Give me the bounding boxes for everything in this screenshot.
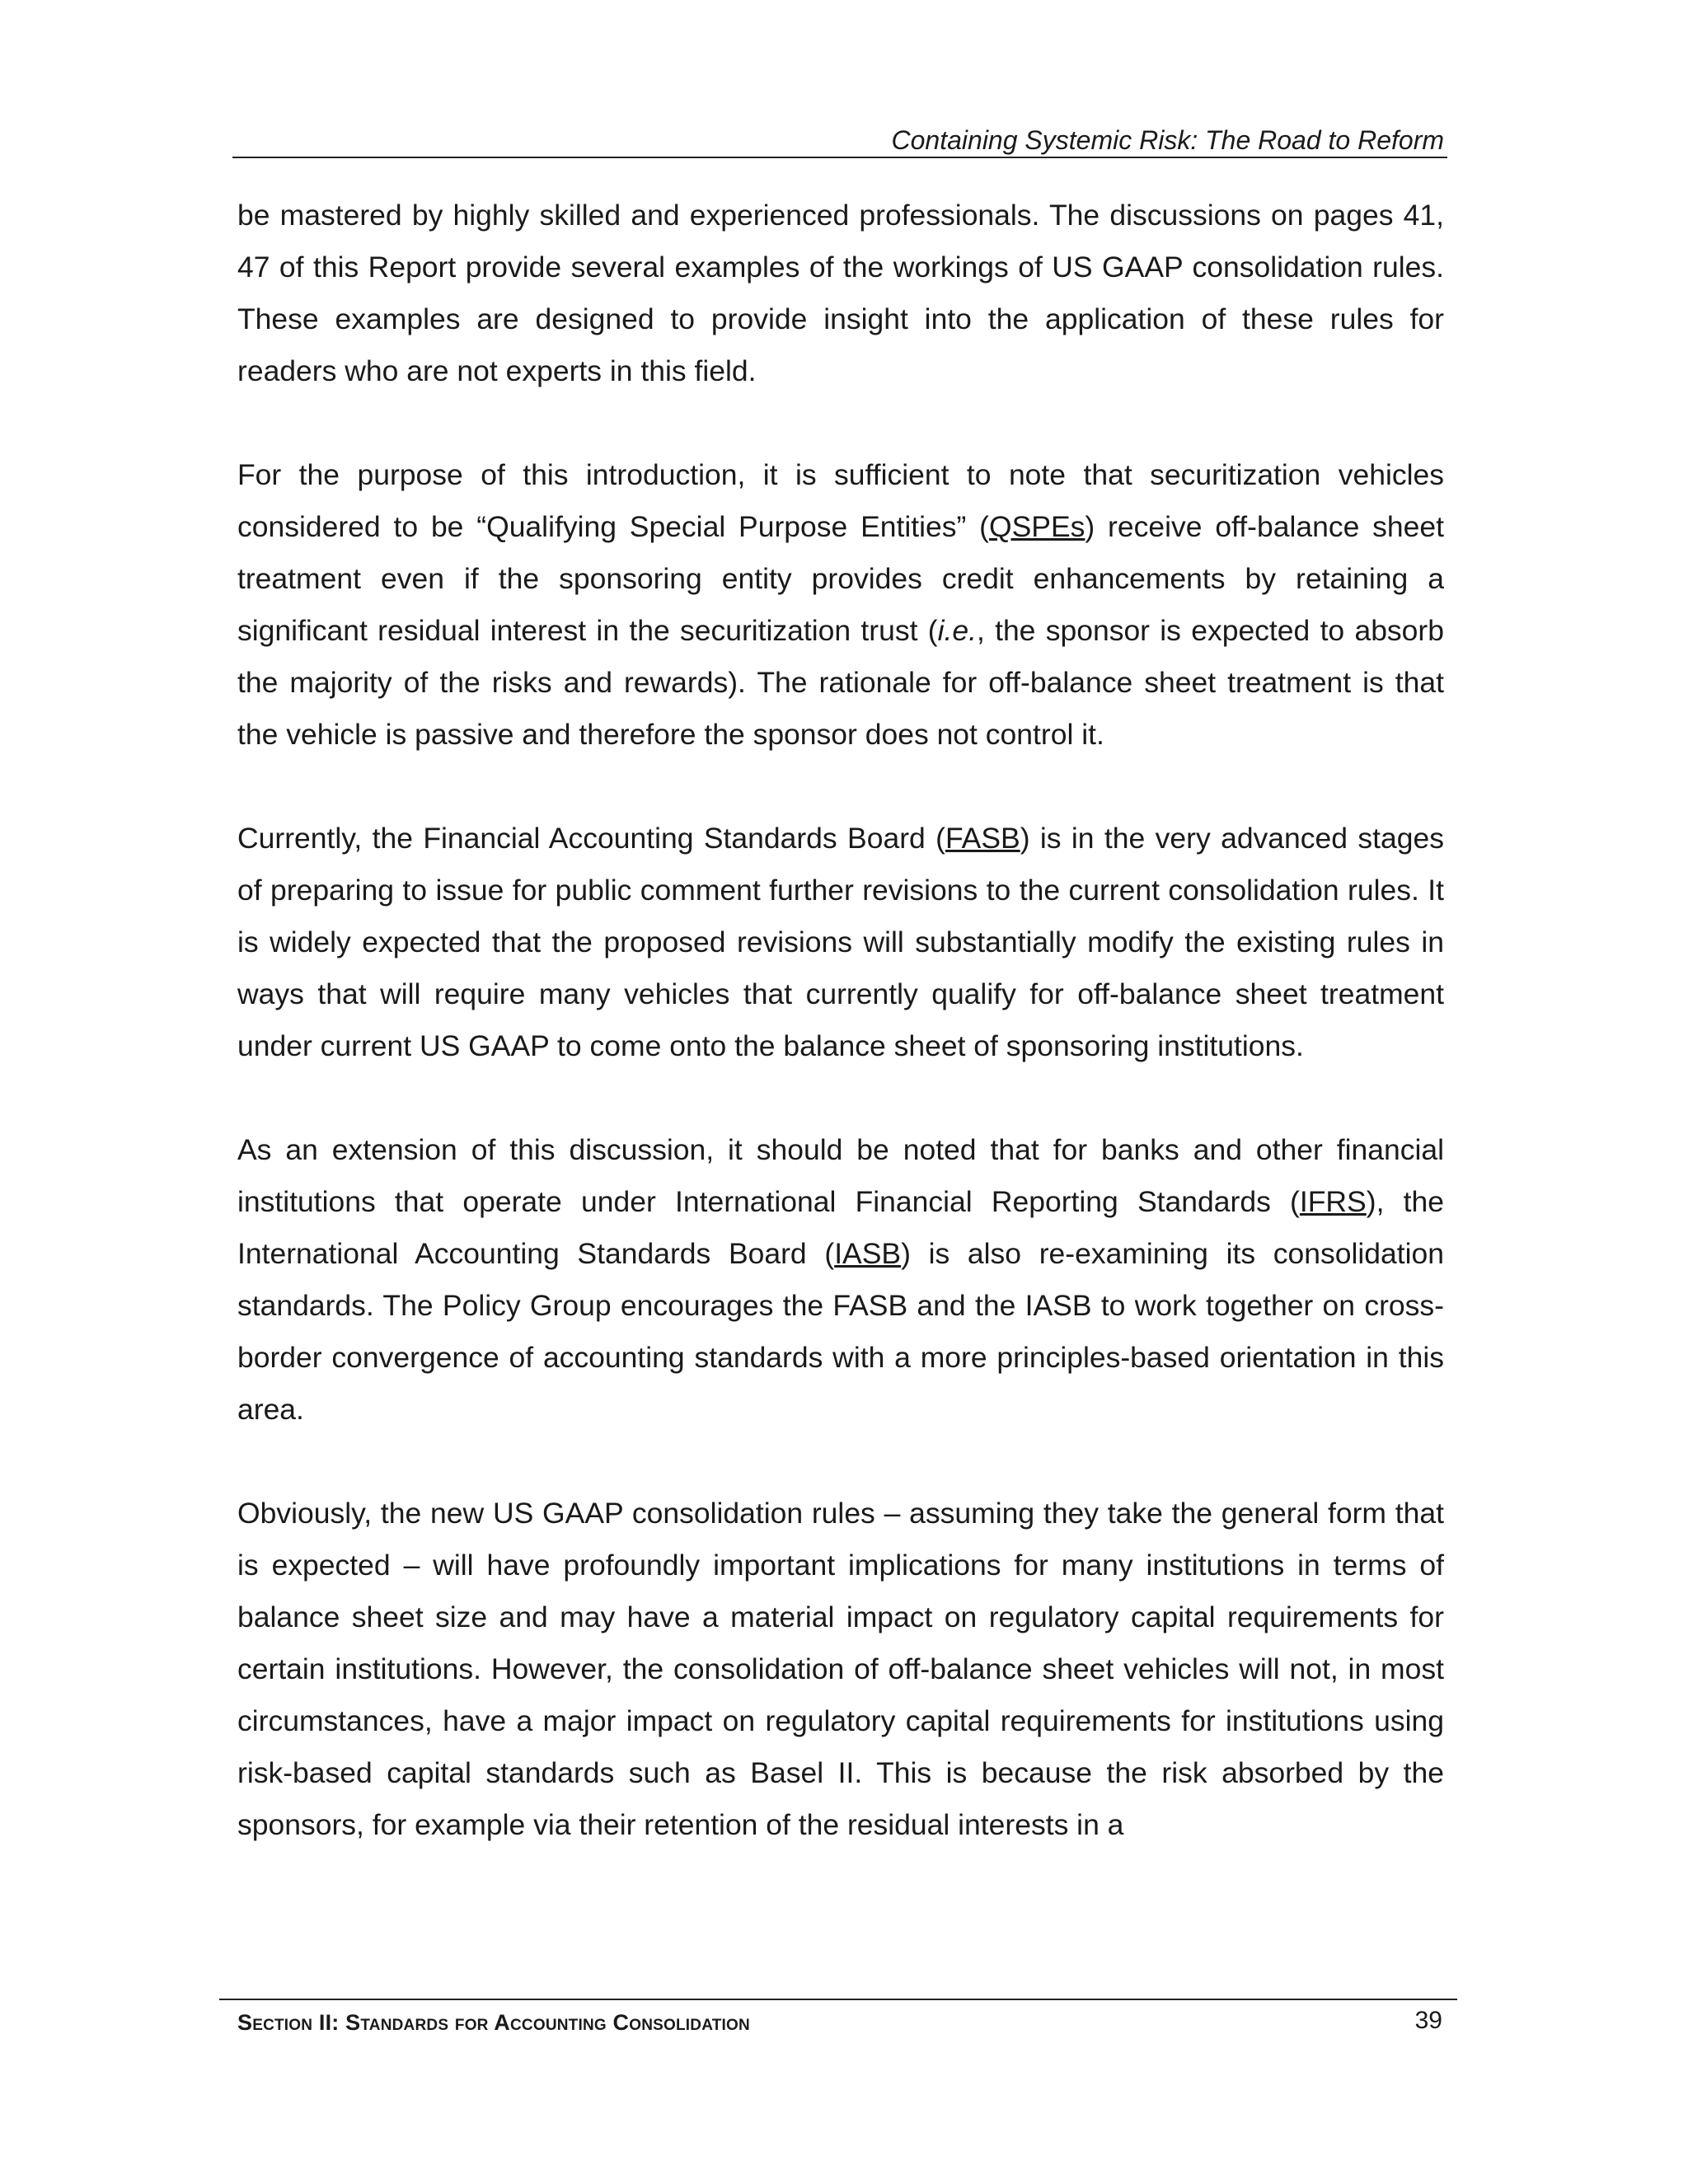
paragraph-4-text-c: ) is also re-examining its consolidation standards. The Policy Group encourages the FASB and the IASB to work together on cross-border convergence of accounting standards with a more principles-based orientation in this area.	[237, 1237, 1444, 1426]
paragraph-1	[237, 190, 1444, 397]
page-footer	[219, 1999, 1457, 2033]
paragraph-4	[237, 1124, 1444, 1436]
paragraph-3-text-a: Currently, the Financial Accounting Standards Board (	[237, 822, 945, 855]
paragraph-2-text-a: For the purpose of this introduction, it is sufficient to note that securitization vehicles considered to be “Qualifying Special Purpose Entities” (	[237, 458, 1444, 543]
paragraph-5	[237, 1488, 1444, 1851]
paragraph-2-text-b: ) receive off-balance sheet treatment even if the sponsoring entity provides credit enhancements by retaining a significant residual interest in the securitization trust (	[237, 510, 1444, 647]
paragraph-1-text: be mastered by highly skilled and experienced professionals. The discussions on pages 41, 47 of this Report provide several examples of the workings of US GAAP consolidation rules. These examples are designed to provide insight into the application of these rules for readers who are not experts in this field.	[237, 199, 1444, 387]
abbr-iasb: IASB	[834, 1237, 902, 1270]
footer-page-number: 39	[1414, 2007, 1442, 2034]
page-body	[237, 190, 1444, 1903]
header-title: Containing Systemic Risk: The Road to Reform	[891, 125, 1444, 155]
paragraph-4-text-b: ), the International Accounting Standards Board (	[237, 1185, 1444, 1270]
paragraph-3	[237, 813, 1444, 1072]
page-header	[232, 124, 1447, 158]
paragraph-2-text-c: , the sponsor is expected to absorb the majority of the risks and rewards). The rationale for off-balance sheet treatment is that the vehicle is passive and therefore the sponsor does not control it.	[237, 614, 1444, 751]
paragraph-5-text: Obviously, the new US GAAP consolidation rules – assuming they take the general form that is expected – will have profoundly important implications for many institutions in terms of balance sheet size and may have a material impact on regulatory capital requirements for certain institutions. However, the consolidation of off-balance sheet vehicles will not, in most circumstances, have a major impact on regulatory capital requirements for institutions using risk-based capital standards such as Basel II. This is because the risk absorbed by the sponsors, for example via their retention of the residual interests in a	[237, 1497, 1444, 1841]
abbr-fasb: FASB	[945, 822, 1020, 855]
paragraph-3-text-b: ) is in the very advanced stages of preparing to issue for public comment further revisions to the current consolidation rules. It is widely expected that the proposed revisions will substantially modify the existing rules in ways that will require many vehicles that currently qualify for off-balance sheet treatment under current US GAAP to come onto the balance sheet of sponsoring institutions.	[237, 822, 1444, 1062]
paragraph-2	[237, 449, 1444, 761]
paragraph-4-text-a: As an extension of this discussion, it should be noted that for banks and other financial institutions that operate under International Financial Reporting Standards (	[237, 1133, 1444, 1218]
footer-section-title: Section II: Standards for Accounting Consolidation	[237, 2010, 750, 2035]
abbr-qspes: QSPEs	[988, 510, 1085, 543]
abbr-ifrs: IFRS	[1299, 1185, 1367, 1218]
abbr-ie: i.e.	[937, 614, 977, 647]
